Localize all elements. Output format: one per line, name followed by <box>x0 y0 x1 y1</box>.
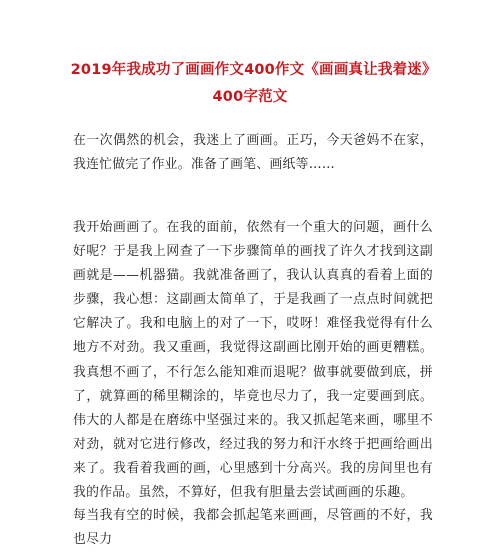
paragraph-3: 每当我有空的时候，我都会抓起笔来画画，尽管画的不好，我也尽力 <box>73 508 433 548</box>
paragraph-2: 我开始画画了。在我的面前，依然有一个重大的问题，画什么好呢？于是我上网查了一下步骤简单的画找了许久才找到这副画就是——机器猫。我就准备画了，我认认真真的看着上面的步骤，我心想：这副画太简单了，于是我画了一点点时间就把它解决了。我和电脑上的对了一下，哎呀！难怪我觉得有什么地方不对劲。我又重画，我觉得这副画比刚开始的画更糟糕。我真想不画了，不行怎么能知难而退呢？做事就要做到底，拼了，就算画的稀里糊涂的，毕竟也尽力了，我一定要画到底。伟大的人都是在磨练中坚强过来的。我又抓起笔来画，哪里不对劲，就对它进行修改，经过我的努力和汗水终于把画给画出来了。我看着我画的画，心里感到十分高兴。我的房间里也有我的作品。虽然，不算好，但我有胆量去尝试画画的乐趣。 <box>73 220 433 501</box>
document-title: 2019年我成功了画画作文400作文《画画真让我着迷》400字范文 <box>70 62 430 105</box>
paragraph-1: 在一次偶然的机会，我迷上了画画。正巧，今天爸妈不在家，我连忙做完了作业。准备了画笔、画纸等…… <box>73 133 433 173</box>
